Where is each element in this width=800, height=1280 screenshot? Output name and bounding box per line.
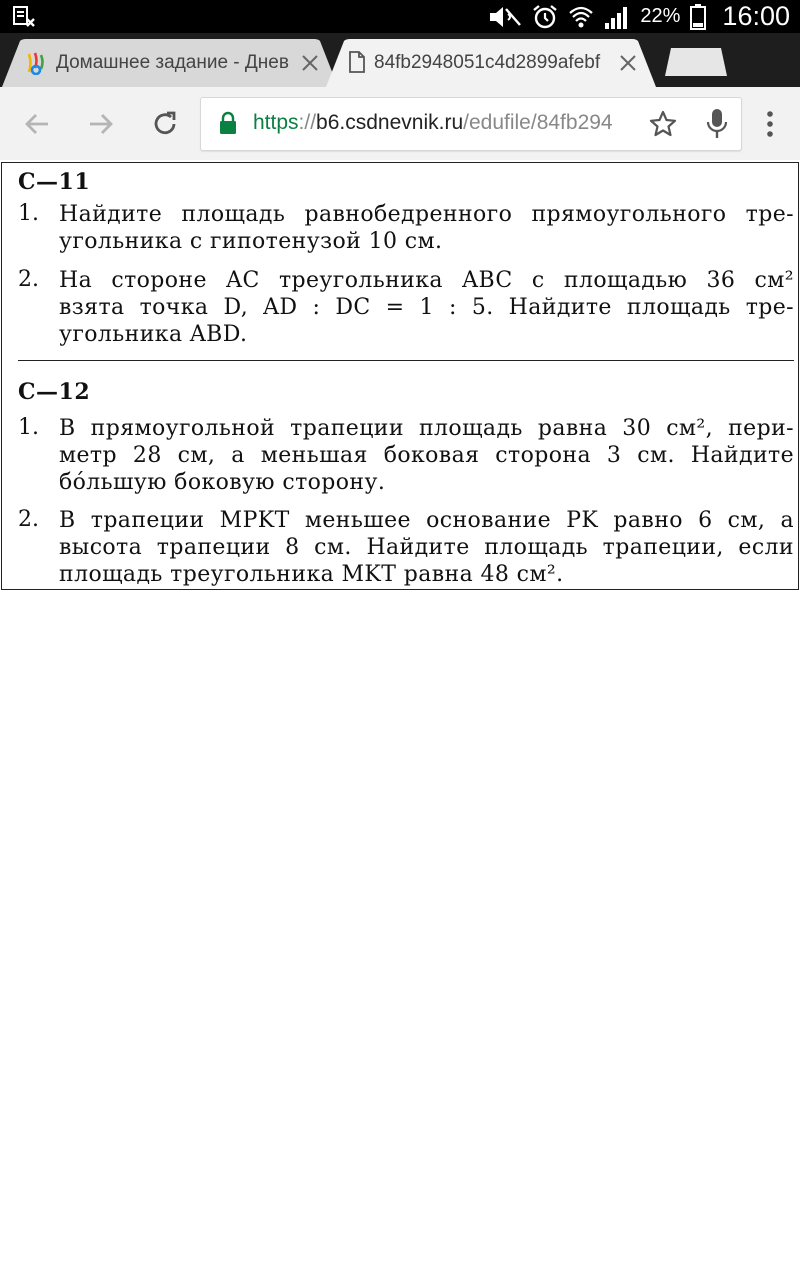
document-image [1, 162, 799, 590]
text-line: бóльшую боковую сторону. [59, 470, 386, 495]
battery-icon [690, 4, 706, 30]
text-line: На стороне AC треугольника ABC с площадью 36 см² [59, 268, 794, 293]
status-bar [0, 0, 800, 33]
problem-number: 2. [18, 267, 39, 292]
tab-edufile[interactable] [326, 39, 656, 87]
problem-number: 1. [18, 415, 39, 440]
dnevnik-logo-icon [26, 51, 48, 75]
clock: 16:00 [722, 1, 790, 31]
text-line: высота трапеции 8 см. Найдите площадь трапеции, если [59, 535, 794, 560]
text-line: взята точка D, AD : DC = 1 : 5. Найдите площадь тре- [59, 295, 794, 320]
text-line: угольника ABD. [59, 322, 248, 347]
tab-title: 84fb2948051c4d2899afebf [374, 52, 601, 73]
text-line: Найдите площадь равнобедренного прямоугольного тре- [59, 202, 794, 227]
close-tab-icon[interactable] [298, 51, 322, 75]
section-title: С—12 [18, 379, 91, 405]
tab-dnevnik[interactable] [2, 39, 338, 87]
file-icon [348, 51, 366, 73]
wifi-icon [568, 4, 594, 30]
close-tab-icon[interactable] [616, 51, 640, 75]
tab-strip [0, 33, 800, 87]
text-line: метр 28 см, а меньшая боковая сторона 3 см. Найдите [59, 443, 794, 468]
signal-icon [604, 5, 630, 29]
bookmark-star-icon[interactable] [649, 110, 677, 138]
url-scheme: https [253, 111, 299, 134]
url-path: /edufile/84fb294 [463, 111, 613, 134]
section-title: С—11 [18, 169, 91, 195]
back-icon[interactable] [22, 109, 52, 139]
problem-number: 1. [18, 201, 39, 226]
menu-icon[interactable] [755, 109, 785, 139]
text-line: угольника с гипотенузой 10 см. [59, 229, 443, 254]
address-bar[interactable] [200, 97, 742, 151]
problem-text [59, 415, 794, 496]
mute-icon [488, 5, 522, 29]
lock-icon [219, 111, 237, 135]
text-line: В трапеции MPKT меньшее основание PK равно 6 см, а [59, 508, 794, 533]
url-separator: :// [298, 111, 317, 134]
section-divider [18, 360, 794, 361]
text-line: площадь треугольника MKT равна 48 см². [59, 562, 564, 587]
browser-toolbar [0, 87, 800, 160]
new-tab-button[interactable] [665, 48, 727, 76]
url-host: b6.csdnevnik.ru [316, 111, 464, 134]
problem-text [59, 201, 794, 255]
problem-text [59, 267, 794, 348]
problem-number: 2. [18, 507, 39, 532]
text-line: В прямоугольной трапеции площадь равна 30 см², пери- [59, 416, 794, 441]
url-text[interactable] [253, 111, 638, 135]
problem-text [59, 507, 794, 588]
microphone-icon[interactable] [705, 108, 729, 140]
forward-icon[interactable] [86, 109, 116, 139]
battery-percent: 22% [640, 5, 681, 27]
tab-title: Домашнее задание - Днев [56, 52, 289, 73]
alarm-icon [532, 4, 558, 30]
reload-icon[interactable] [150, 109, 180, 139]
no-sim-icon [12, 6, 36, 28]
